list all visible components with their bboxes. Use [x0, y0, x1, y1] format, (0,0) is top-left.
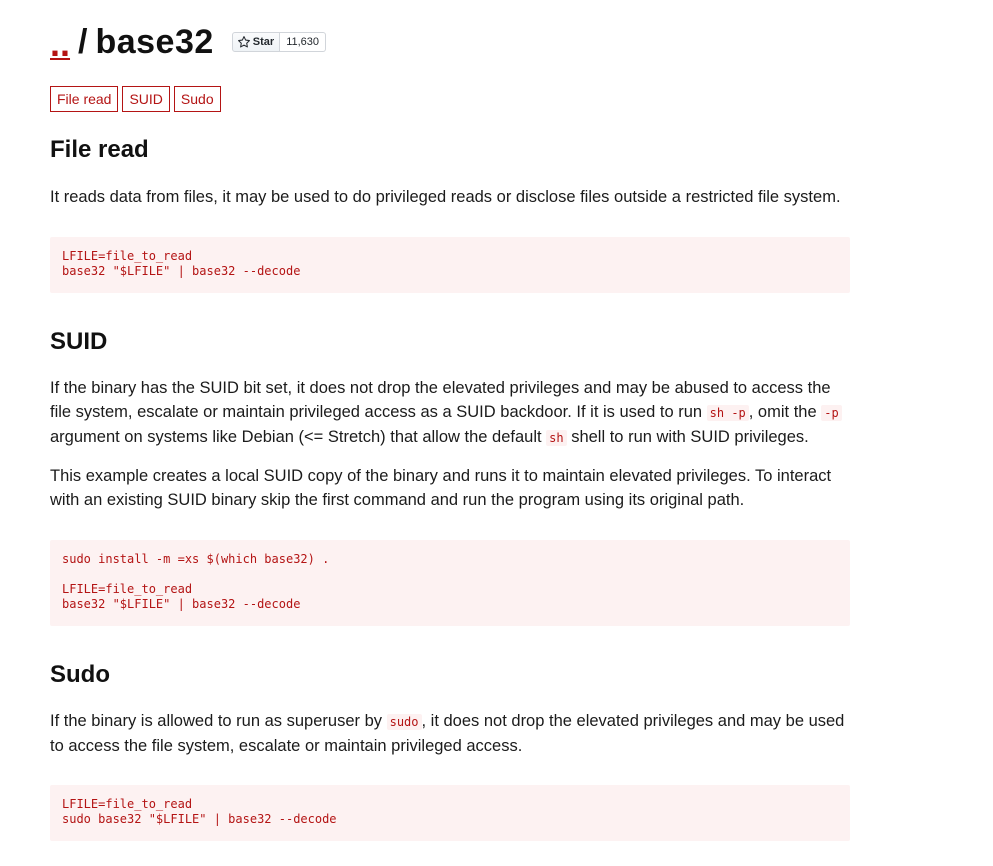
parent-dots[interactable]: .. — [50, 23, 71, 64]
sudo-description — [50, 709, 852, 758]
star-count[interactable]: 11,630 — [280, 32, 326, 52]
star-label: Star — [252, 36, 275, 48]
tag-file-read[interactable]: File read — [50, 86, 118, 112]
sudo-text-1: If the binary is allowed to run as superuser by — [50, 712, 387, 730]
section-title-suid: SUID — [50, 328, 108, 355]
parent-link[interactable] — [50, 23, 71, 64]
section-title-sudo: Sudo — [50, 661, 110, 688]
suid-text-4: shell to run with SUID privileges. — [566, 428, 809, 446]
inline-code-sh: sh — [546, 430, 566, 446]
star-icon — [238, 36, 250, 48]
suid-description — [50, 376, 852, 450]
github-star-button[interactable] — [232, 32, 280, 52]
file-read-description: It reads data from files, it may be used to do privileged reads or disclose files outside a restricted file system. — [50, 188, 841, 206]
suid-text-1: If the binary has the SUID bit set, it does not drop the elevated privileges and may be abused to access the file system, escalate or maintain privileged access as a SUID backdoor. If it is used to run — [50, 379, 831, 421]
suid-text-3: argument on systems like Debian (<= Stretch) that allow the default — [50, 428, 547, 446]
suid-code[interactable]: sudo install -m =xs $(which base32) . LFILE=file_to_read base32 "$LFILE" | base32 --decode — [50, 540, 850, 626]
file-read-code[interactable]: LFILE=file_to_read base32 "$LFILE" | base32 --decode — [50, 237, 850, 293]
page-header — [50, 14, 326, 70]
github-star-widget[interactable] — [232, 32, 326, 52]
title-separator: / — [78, 22, 88, 61]
inline-code-p: -p — [821, 405, 841, 421]
page-title: base32 — [95, 22, 214, 61]
tag-sudo[interactable]: Sudo — [174, 86, 221, 112]
tag-suid[interactable]: SUID — [122, 86, 169, 112]
sudo-code[interactable]: LFILE=file_to_read sudo base32 "$LFILE" | base32 --decode — [50, 785, 850, 841]
inline-code-sudo: sudo — [387, 714, 422, 730]
suid-text-2: , omit the — [748, 403, 822, 421]
suid-example-description: This example creates a local SUID copy of the binary and runs it to maintain elevated privileges. To interact with an existing SUID binary skip the first command and run the program using its original path. — [50, 467, 832, 509]
inline-code-sh-p: sh -p — [707, 405, 749, 421]
section-title-file-read: File read — [50, 136, 149, 163]
function-tags — [50, 86, 221, 112]
sudo-text-2: , it does not drop the elevated privileges and may be used to access the file system, escalate or maintain privileged access. — [50, 712, 845, 755]
